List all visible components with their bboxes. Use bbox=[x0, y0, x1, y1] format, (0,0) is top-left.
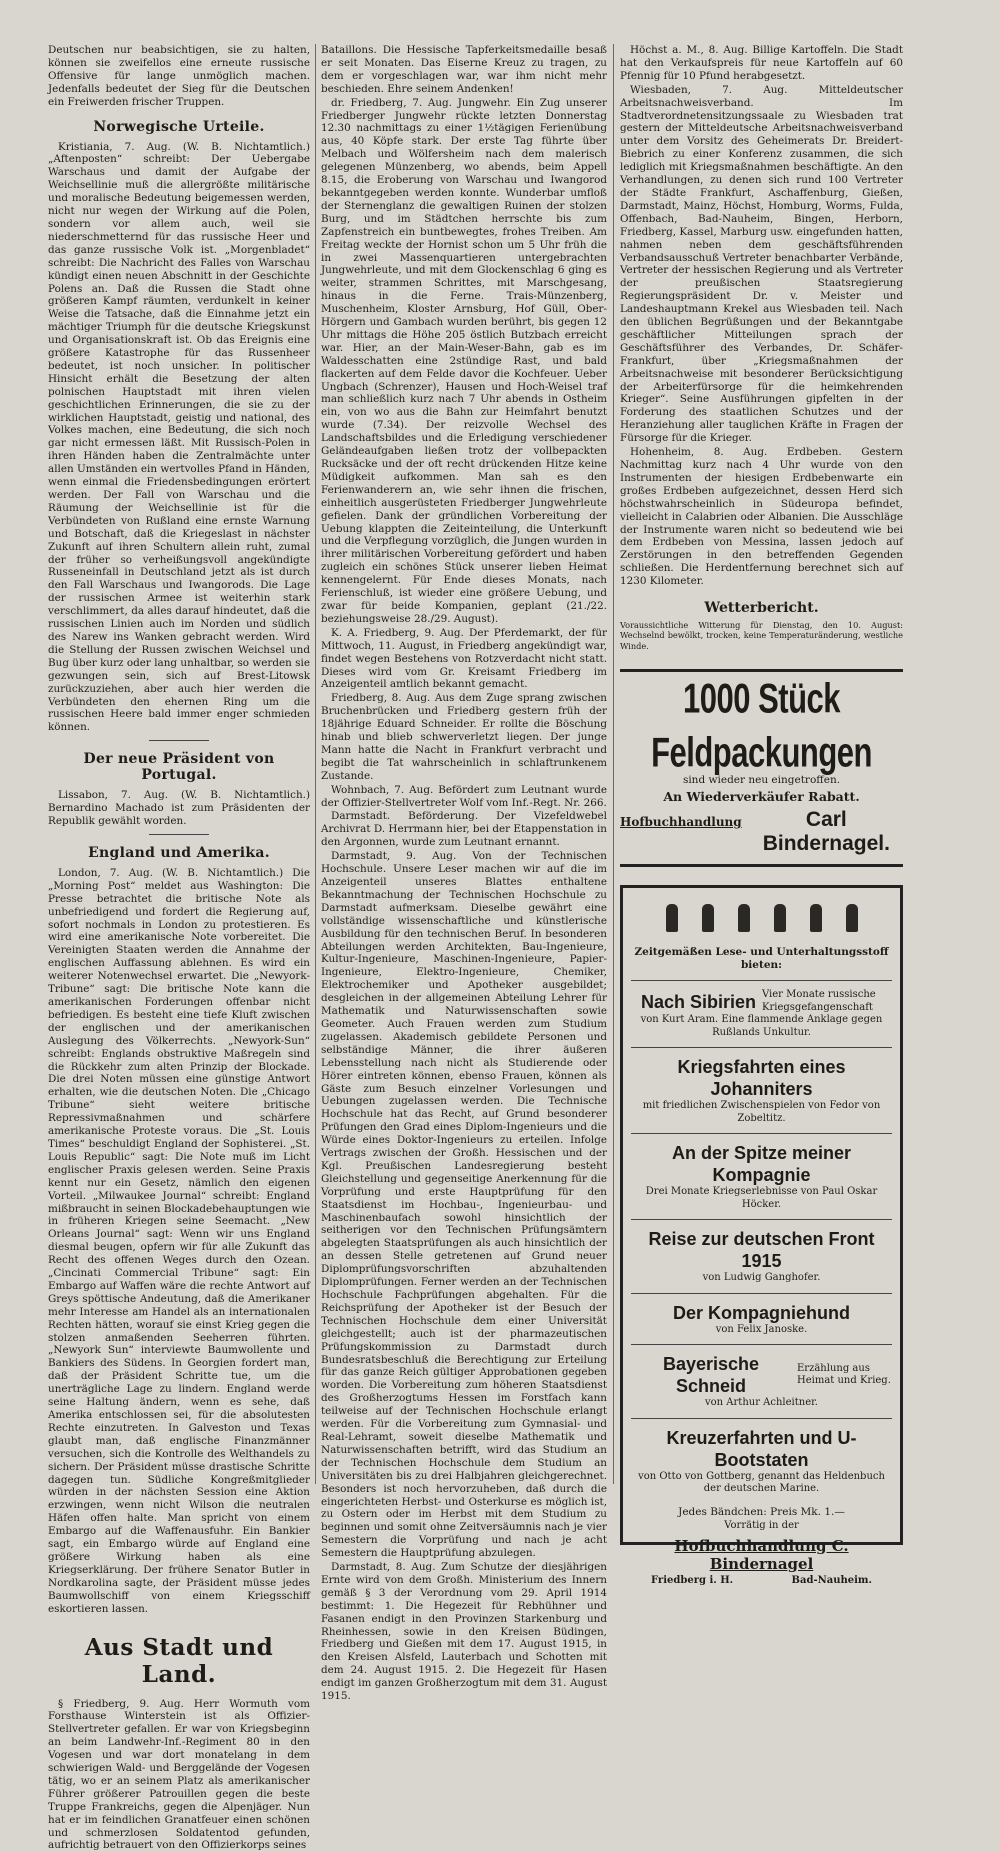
weather-text: Voraussichtliche Witterung für Dienstag, den 10. August: Wechselnd bewölkt, trocken, keine Temperaturänderung, westliche Winde. bbox=[620, 620, 903, 651]
ad-location: Bad-Nauheim. bbox=[792, 1575, 872, 1586]
pointing-hand-icon bbox=[774, 904, 786, 932]
ad-vorraetig: Vorrätig in der bbox=[631, 1520, 892, 1531]
book-subtitle: Erzählung aus Heimat und Krieg. bbox=[797, 1363, 892, 1388]
book-item bbox=[631, 1418, 892, 1496]
article-darmstadt-ernte: Darmstadt, 8. Aug. Zum Schutze der diesjährigen Ernte wird von dem Großh. Ministerium des Innern gemäß § 3 der Verordnung vom 29. April 1914 bestimmt: 1. Die Hegezeit für Rebhühner und Fasanen endigt in den Provinzen Starkenburg und Rheinhessen, sowie in den Kreisen Büdingen, Friedberg und Gießen mit dem 17. August 1915, in den Kreisen Alsfeld, Lauterbach und Schotten mit dem 24. August 1915. 2. Die Hegezeit für Hasen endigt im ganzen Großherzogtum mit dem 31. August 1915. bbox=[321, 1561, 607, 1703]
book-item bbox=[631, 1219, 892, 1285]
book-desc: Drei Monate Kriegserlebnisse von Paul Oskar Höcker. bbox=[631, 1186, 892, 1211]
column-rule bbox=[315, 44, 316, 1484]
book-item bbox=[631, 1293, 892, 1337]
article-darmstadt-hochschule: Darmstadt, 9. Aug. Von der Technischen Hochschule. Unsere Leser machen wir auf die im Anzeigenteil unseres Blattes enthaltene Bekanntmachung der Technischen Hochschule zu Darmstadt aufmerksam. Dieselbe gewährt eine vollständige wissenschaftliche und künstlerische Ausbildung für den technischen Beruf. In besonderen Abteilungen werden Architekten, Bau-Ingenieure, Kultur-Ingenieure, Maschinen-Ingenieure, Papier-Ingenieure, Elektro-Ingenieure, Chemiker, Elektrochemiker und Apotheker ausgebildet; desgleichen in der allgemeinen Abteilung Lehrer für Mathematik und Naturwissenschaften sowie Geometer. Auch Frauen werden zum Studium zugelassen. Akademisch gebildete Personen und selbständige Männer, die ihrer äußeren Lebensstellung nach nicht als Studierende oder Hörer eintreten können, ebenso Frauen, können als Gäste zum Besuch einzelner Vorlesungen und Uebungen zugelassen werden. Die Technische Hochschule hat das Recht, auf Grund besonderer Prüfungen den Grad eines Diplom-Ingenieurs und die Würde eines Doktor-Ingenieurs zu erteilen. Infolge Vertrags zwischen der Großh. Hessischen und der Kgl. Preußischen Landesregierung besteht Gleichstellung und gegenseitige Anerkennung für die Vorprüfung und erste Hauptprüfung für den Staatsdienst im Hochbau-, Ingenieurbau- und Maschinenbaufach sowohl hinsichtlich der seitherigen vor den Technischen Prüfungsämtern abgelegten Staatsprüfungen als auch hinsichtlich der an dessen Stelle getretenen auf Grund neuer Diplomprüfungsvorschriften abzuhaltenden Diplomprüfungen. Ferner werden an der Technischen Hochschule Fachprüfungen abgehalten. Für die Reichsprüfung der Apotheker ist der Besuch der Technischen Hochschule dem einer Universität gleichgestellt; auch ist der pharmazeutischen Prüfungskommission zu Darmstadt durch Bundesratsbeschluß die Berechtigung zur Erteilung für das ganze Reich gültiger Approbationen gegeben worden. Die Vorbereitung zum höheren Staatsdienst des Großherzogtums Hessen im Forstfach kann teilweise auf der Technischen Hochschule erlangt werden. Für die Vorbereitung zum Gymnasial- und Real-Lehramt, soweit dieselbe Mathematik und Naturwissenschaften betrifft, wird das Studium an der Technischen Hochschule dem Studium an Universitäten bis zu drei Halbjahren gleichgerechnet. Besonders ist noch hervorzuheben, daß durch die eingerichteten Herbst- und Osterkurse es möglich ist, zu Ostern oder im Herbst mit dem Studium zu beginnen und somit ohne Zeitversäumnis nach je vier Semestern die Vorprüfung und nach je acht Semestern die Hauptprüfung abzulegen. bbox=[321, 850, 607, 1560]
ad-shop-type: Hofbuchhandlung bbox=[620, 815, 742, 829]
book-desc: mit friedlichen Zwischenspielen von Fedor von Zobeltitz. bbox=[631, 1100, 892, 1125]
book-title: Reise zur deutschen Front 1915 bbox=[631, 1228, 892, 1272]
book-title: Kriegsfahrten eines Johanniters bbox=[631, 1056, 892, 1100]
article-wiesbaden: Wiesbaden, 7. Aug. Mitteldeutscher Arbeitsnachweisverband. Im Stadtverordnetensitzungssaale zu Wiesbaden trat gestern der Mitteldeutsche Arbeitsnachweisverband unter dem Vorsitz des Geheimerats Dr. Breidert-Biebrich zu einer Konferenz zusammen, die sich lediglich mit Kriegsmaßnahmen beschäftigte. An den Verhandlungen, zu denen sich rund 100 Vertreter der Städte Frankfurt, Aschaffenburg, Gießen, Darmstadt, Mainz, Höchst, Homburg, Worms, Fulda, Offenbach, Bad-Nauheim, Bingen, Herborn, Friedberg, Kassel, Marburg usw. eingefunden hatten, nahmen neben dem geschäftsführenden Verbandsausschuß Vertreter benachbarter Verbände, Vertreter der hessischen Regierung und als Vertreter der preußischen Staatsregierung Regierungspräsident Dr. v. Meister und Landeshauptmann Krekel aus Wiesbaden teil. Nach den üblichen Begrüßungen und der Bekanntgabe geschäftlicher Mitteilungen sprach der Geschäftsführer des Verbandes, Dr. Schäfer-Frankfurt, über „Kriegsmaßnahmen der Arbeitsnachweise mit besonderer Berücksichtigung der Arbeiterfürsorge für die heimkehrenden Krieger“. Seine Ausführungen gipfelten in der Forderung des staatlichen Schutzes und der Heranziehung aller tauglichen Kräfte in Fragen der Fürsorge für die Krieger. bbox=[620, 84, 903, 445]
ad-headline: 1000 Stück Feldpackungen bbox=[620, 672, 903, 780]
article-england-america: London, 7. Aug. (W. B. Nichtamtlich.) Die „Morning Post“ meldet aus Washington: Die Presse betrachtet die britische Note als unbefriedigend und fordert die Regierung auf, sofort nochmals in London zu protestieren. Es wird eine amerikanische Note vorbereitet. Die Vereinigten Staaten werden die Annahme der englischen Auffassung ablehnen. Es wird ein weiterer Notenwechsel erwartet. Die „Newyork-Tribune“ sagt: Die britische Note kann die amerikanischen Forderungen offenbar nicht befriedigen. Es besteht eine tiefe Kluft zwischen der englischen und der amerikanischen Auslegung des Völkerrechts. „Newyork-Sun“ schreibt: Englands obstruktive Maßregeln sind die Rückkehr zum alten Prinzip der Blockade. Die drei Noten müssen eine günstige Antwort erhalten, wie die deutschen Noten. Die „Chicago Tribune“ sieht weitere britische Repressivmaßnahmen und schärfere amerikanische Proteste voraus. Die „St. Louis Times“ beschuldigt England der Sophisterei. „St. Louis Republic“ sagt: Die Note muß im Licht englischer Praxis gelesen werden. Seine Praxis kennt nur ein Gesetz, nämlich den eigenen Vorteil. „Milwaukee Journal“ schreibt: England mißbraucht in seinen Blockadebehauptungen wie in früheren Kriegen seine Seemacht. „New Orleans Journal“ sagt: Wenn wir uns England diesmal beugen, opfern wir für alle Zukunft das Recht des offenen Weges durch den Ozean. „Cincinati Commercial Tribune“ sagt: Ein Embargo auf Waffen wäre die rechte Antwort auf Greys spöttische Andeutung, daß die Amerikaner mehr Interesse am Handel als an internationalen Rechten hätten, worauf sie einst Krieg gegen die stolzen anmaßenden Seeherren führten. „Newyork Sun“ interviewte Baumwollente und Bankiers des Südens. In Georgien fordert man, daß der Präsident Schritte tue, um die unerträgliche Lage zu lindern. England werde seine Haltung ändern, wenn es sehe, daß Amerika entschlossen sei, für die absolutesten Rechte einzutreten. In Galveston und Texas glaubt man, daß englische Finanzmänner versuchen, sich die Kontrolle des Welthandels zu sichern. Der Präsident müsse drastische Schritte dagegen tun. Südliche Kongreßmitglieder würden in der nächsten Session eine Aktion erzwingen, wenn nicht Wilson die neutralen Häfen offen halte. Man spricht von einem Embargo auf die Waffenausfuhr. Ein Bankier sagt, ein Embargo würde auf England eine größere Wirkung haben als eine Kriegserklärung. Der frühere Senator Butler in Nordkarolina sagte, der Präsident müsse jedes Baumwollschiff von einem Kriegsschiff eskortieren lassen. bbox=[48, 867, 310, 1616]
ad-intro: Zeitgemäßen Lese- und Unterhaltungsstoff bieten: bbox=[631, 946, 892, 972]
section-title: Aus Stadt und Land. bbox=[48, 1634, 310, 1688]
article-zug: Friedberg, 8. Aug. Aus dem Zuge sprang zwischen Bruchenbrücken und Friedberg gestern früh der 18jährige Eduard Schneider. Er rollte die Böschung hinab und blieb schwerverletzt liegen. Der junge Mann hatte die Nacht in Frankfurt verbracht und begibt die Tat wahrscheinlich in schlaftrunkenem Zustande. bbox=[321, 692, 607, 782]
pointing-hand-icon bbox=[738, 904, 750, 932]
book-desc: von Arthur Achleitner. bbox=[631, 1397, 892, 1410]
book-title: Nach Sibirien bbox=[641, 991, 756, 1013]
column-left bbox=[48, 44, 310, 1492]
column-rule bbox=[613, 44, 614, 1484]
headline-england-america: England und Amerika. bbox=[48, 845, 310, 861]
hand-icons bbox=[631, 904, 892, 932]
book-desc: von Ludwig Ganghofer. bbox=[631, 1272, 892, 1285]
article-hohenheim: Hohenheim, 8. Aug. Erdbeben. Gestern Nachmittag kurz nach 4 Uhr wurde von den Instrumenten der hiesigen Erdbebenwarte ein großes Erdbeben aufgezeichnet, dessen Herd sich höchstwahrscheinlich in Südeuropa befindet, vielleicht in Calabrien oder Albanien. Die Ausschläge der Instrumente waren nicht so bedeutend wie bei dem Erdbeben von Messina, lassen jedoch auf Zerstörungen in den betreffenden Gegenden schließen. Die Herdentfernung berechnet sich auf 1230 Kilometer. bbox=[620, 446, 903, 588]
article-pferdemarkt: K. A. Friedberg, 9. Aug. Der Pferdemarkt, der für Mittwoch, 11. August, in Friedberg angekündigt war, findet wegen Bestehens von Rotzverdacht nicht statt. Dieses wird vom Gr. Kreisamt Friedberg im Anzeigenteil amtlich bekannt gemacht. bbox=[321, 627, 607, 692]
headline-norwegian: Norwegische Urteile. bbox=[48, 119, 310, 135]
book-title: Kreuzerfahrten und U-Bootstaten bbox=[631, 1427, 892, 1471]
book-title: An der Spitze meiner Kompagnie bbox=[631, 1142, 892, 1186]
ad-shop bbox=[620, 808, 903, 856]
article-wohnbach: Wohnbach, 7. Aug. Befördert zum Leutnant wurde der Offizier-Stellvertreter Wolf vom Inf.-Regt. Nr. 266. bbox=[321, 784, 607, 810]
pointing-hand-icon bbox=[702, 904, 714, 932]
article-continuation: Deutschen nur beabsichtigen, sie zu halten, können sie zweifellos eine erneute russische Offensive für lange unmöglich machen. Jedenfalls bedeutet der Sieg für die Deutschen ein Freiwerden frischer Truppen. bbox=[48, 44, 310, 109]
book-desc: von Kurt Aram. Eine flammende Anklage gegen Rußlands Unkultur. bbox=[631, 1014, 892, 1039]
book-item bbox=[631, 1047, 892, 1125]
ad-location: Friedberg i. H. bbox=[651, 1575, 733, 1586]
book-item bbox=[631, 1133, 892, 1211]
advertisement-feldpackungen bbox=[620, 669, 903, 867]
article-jungwehr: dr. Friedberg, 7. Aug. Jungwehr. Ein Zug unserer Friedberger Jungwehr rückte letzten Donnerstag 12.30 nachmittags zu einer 1½tägigen Ferienübung aus, 40 Köpfe stark. Der erste Tag führte über Melbach und Wölfersheim nach dem malerisch gelegenen Münzenberg, wo abends, beim Appell 8.15, die Eroberung von Warschau und Iwangorod bekanntgegeben werden konnte. Wunderbar umfloß der Sternenglanz die gewaltigen Ruinen der stolzen Burg, und im Städtchen herrschte bis zum Zapfenstreich ein buntbewegtes, frohes Treiben. Am Freitag weckte der Hornist schon um 5 Uhr früh die in zwei Massenquartieren untergebrachten Jungwehrleute, und mit dem Glockenschlag 6 ging es weiter, strammen Schrittes, mit Marschgesang, hinaus in die Ferne. Trais-Münzenberg, Muschenheim, Kloster Arnsburg, Hof Güll, Ober-Hörgern und Gambach wurden berührt, bis gegen 12 Uhr mittags die Höhe 205 östlich Butzbach erreicht war. Hier, an der Main-Weser-Bahn, gab es im Waldesschatten eine 2stündige Rast, und bald flackerten auf dem Felde davor die Kochfeuer. Ueber Ungbach (Schrenzer), Hausen und Hoch-Weisel traf man schließlich kurz nach 7 Uhr abends in Ostheim ein, von wo aus die Bahn zur Heimfahrt benutzt wurde (7.34). Der reizvolle Wechsel des Landschaftsbildes und die Erledigung verschiedener Geländeaufgaben ließen trotz der vollbepackten Rucksäcke und der oft recht drückenden Hitze keine Müdigkeit aufkommen. Man sah es den Ferienwanderern an, wie sehr ihnen die frischen, einheitlich ausgerüsteten Friedberger Jungwehrleute gefielen. Dank der gründlichen Vorbereitung der Uebung klappten die Zeiteinteilung, die Unterkunft und die Verpflegung vorzüglich, die Jungen wurden in ihrer militärischen Vorbereitung gefördert und haben zugleich ein schönes Stück unserer lieben Heimat kennengelernt. Für Ende dieses Monats, nach Ferienschluß, ist wieder eine größere Uebung, und zwar für beide Kompanien, geplant (21./22. beziehungsweise 28./29. August). bbox=[321, 97, 607, 626]
book-title: Der Kompagniehund bbox=[631, 1302, 892, 1324]
weather-title: Wetterbericht. bbox=[620, 600, 903, 616]
book-subtitle: Vier Monate russische Kriegsgefangenschaft bbox=[762, 989, 882, 1014]
book-item bbox=[631, 980, 892, 1039]
ad-line: sind wieder neu eingetroffen. bbox=[620, 774, 903, 786]
article-hoechst: Höchst a. M., 8. Aug. Billige Kartoffeln. Die Stadt hat den Verkaufspreis für neue Kartoffeln auf 60 Pfennig für 10 Pfund herabgesetzt. bbox=[620, 44, 903, 83]
book-title: Bayerische Schneid bbox=[631, 1353, 791, 1397]
article-portugal: Lissabon, 7. Aug. (W. B. Nichtamtlich.) Bernardino Machado ist zum Präsidenten der Republik gewählt worden. bbox=[48, 789, 310, 828]
article-norwegian: Kristiania, 7. Aug. (W. B. Nichtamtlich.) „Aftenposten“ schreibt: Der Uebergabe Warschaus und damit der Aufgabe der Weichsellinie muß die allergrößte militärische und moralische Bedeutung beigemessen werden, nicht nur wegen der Wirkung auf die Polen, sondern vor allem auch, weil sie niederschmetternd für das russische Heer und das ganze russische Volk ist. „Morgenbladet“ schreibt: Die Nachricht des Falles von Warschau kündigt einen neuen Abschnitt in der Geschichte Polens an. Daß die Russen die Stadt ohne größeren Kampf räumten, verdunkelt in keiner Weise die Tatsache, daß die Einnahme jetzt ein mächtiger Triumph für die deutsche Kriegskunst und Organisationskraft ist. Ob das Ereignis eine größere Katastrophe für das Russenheer bedeutet, ist noch unsicher. In politischer Hinsicht erhält die Besetzung der alten polnischen Hauptstadt mit ihren vielen geschichtlichen Erinnerungen, die sie zu der wirklichen Hauptstadt, geistig und national, des Volkes machen, eine Bedeutung, die sich noch gar nicht ermessen läßt. Mit Russisch-Polen in ihren Händen haben die Zentralmächte unter allen Umständen ein wertvolles Pfand in Händen, wenn einmal die Friedensbedingungen erörtert werden. Der Fall von Warschau und die Räumung der Weichsellinie ist für die Verbündeten von Rußland eine ernste Warnung und Botschaft, daß die Kriegeslast in nächster Zukunft auf ihren Schultern allein ruht, zumal der früher so verheißungsvoll angekündigte Russeneinfall in Deutschland jetzt als ist durch den Fall Warschaus und Iwangorods. Die Lage der russischen Armee ist weiterhin stark verschlimmert, da alles darauf hindeutet, daß die russischen Linien auch im Norden und südlich des Narew ins Wanken gebracht werden. Wird die Stellung der Russen zwischen Weichsel und Bug über kurz oder lang unhaltbar, so werden sie gezwungen sein, sich auf Brest-Litowsk zurückzuziehen, aber auch hier werden die Verbündeten den ehernen Ring um die russischen Heere bald immer enger schmieden können. bbox=[48, 141, 310, 735]
pointing-hand-icon bbox=[846, 904, 858, 932]
divider bbox=[149, 740, 209, 741]
pointing-hand-icon bbox=[666, 904, 678, 932]
ad-locations bbox=[651, 1575, 872, 1586]
pointing-hand-icon bbox=[810, 904, 822, 932]
column-middle bbox=[321, 44, 607, 1492]
article-continuation: Bataillons. Die Hessische Tapferkeitsmedaille besaß er seit Monaten. Das Eiserne Kreuz zu tragen, zu dem er vorgeschlagen war, war ihm nicht mehr beschieden. Ehre seinem Andenken! bbox=[321, 44, 607, 96]
book-desc: von Felix Janoske. bbox=[631, 1324, 892, 1337]
ad-firm: Hofbuchhandlung C. Bindernagel bbox=[631, 1537, 892, 1573]
ad-shop-name: Carl Bindernagel. bbox=[750, 808, 903, 856]
book-desc: von Otto von Gottberg, genannt das Heldenbuch der deutschen Marine. bbox=[631, 1471, 892, 1496]
book-item bbox=[631, 1344, 892, 1410]
advertisement-books bbox=[620, 885, 903, 1545]
article-friedberg-wormuth: § Friedberg, 9. Aug. Herr Wormuth vom Forsthause Winterstein ist als Offizier-Stellvertreter gefallen. Er war von Kriegsbeginn an beim Landwehr-Inf.-Regiment 80 in den Vogesen und war dort monatelang in dem schwierigen Wald- und Berggelände der Vogesen tätig, wo er an seinem Platz als amerikanischer Führer größerer Patrouillen gegen die beste Truppe Frankreichs, gegen die Alpenjäger. Nun hat er im feindlichen Granatfeuer einen schönen und schmerzlosen Soldatentod gefunden, aufrichtig betrauert von den Offizierkorps seines bbox=[48, 1698, 310, 1852]
column-right bbox=[620, 44, 903, 1492]
article-darmstadt-befoerderung: Darmstadt. Beförderung. Der Vizefeldwebel Archivrat D. Herrmann hier, bei der Etappenstation in den Argonnen, wurde zum Leutnant ernannt. bbox=[321, 810, 607, 849]
headline-portugal: Der neue Präsident von Portugal. bbox=[48, 751, 310, 783]
divider bbox=[149, 834, 209, 835]
ad-line: An Wiederverkäufer Rabatt. bbox=[620, 789, 903, 804]
ad-price: Jedes Bändchen: Preis Mk. 1.— bbox=[631, 1506, 892, 1518]
